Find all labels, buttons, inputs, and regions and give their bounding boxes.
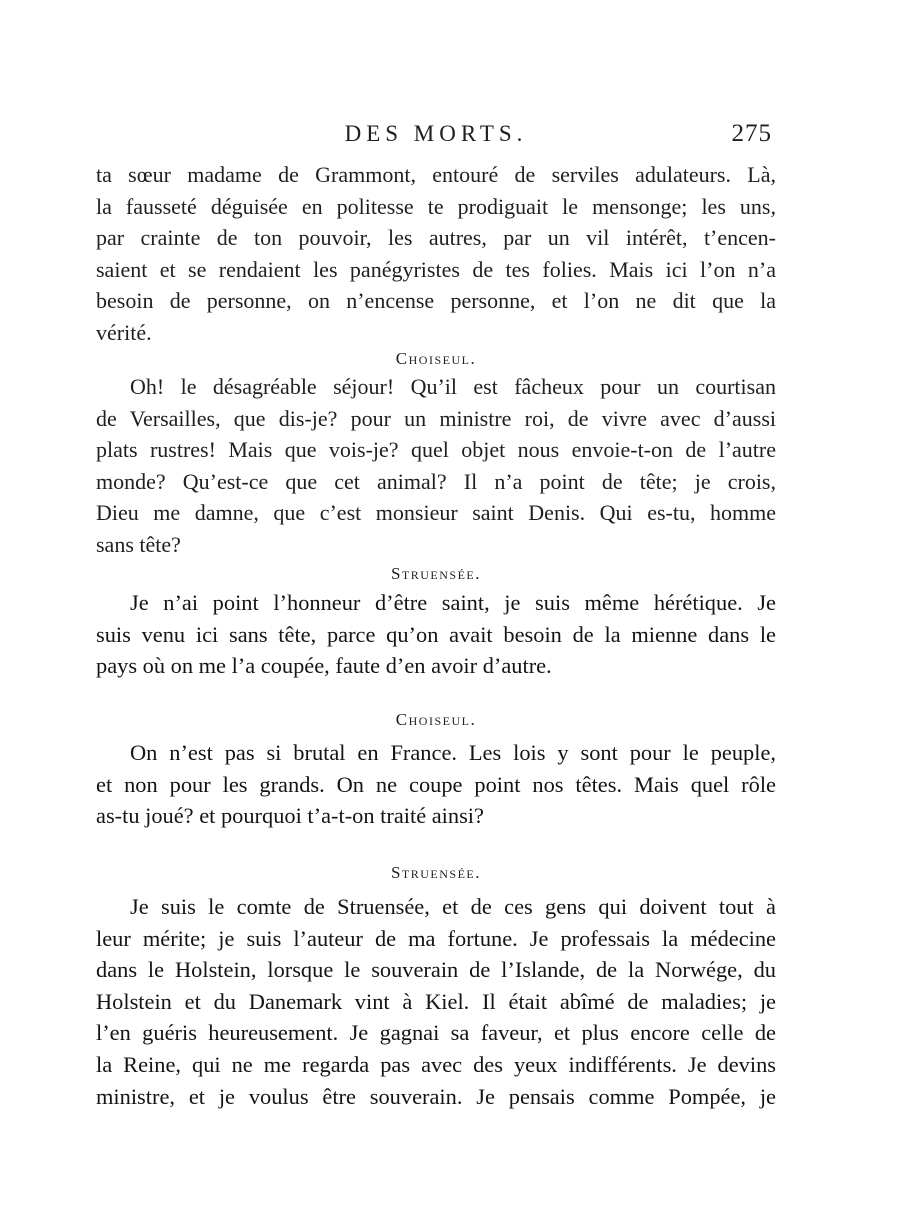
- text-line: de Versailles, que dis-je? pour un ministre roi, de vivre avec d’aussi: [96, 405, 776, 431]
- paragraph-choiseul-1: [96, 371, 776, 561]
- running-title: DES MORTS.: [344, 121, 528, 146]
- text-line: dans le Holstein, lorsque le souverain de l’Islande, de la Norwége, du: [96, 957, 776, 983]
- text-line: Dieu me damne, que c’est monsieur saint Denis. Qui es-tu, homme: [96, 500, 776, 526]
- text-line: par crainte de ton pouvoir, les autres, par un vil intérêt, t’encen-: [96, 225, 776, 251]
- text-line: besoin de personne, on n’encense personne, et l’on ne dit que la: [96, 288, 776, 314]
- paragraph-choiseul-2: [96, 737, 776, 832]
- speaker-heading-struensee: Struensée.: [390, 564, 482, 583]
- text-line: la Reine, qui ne me regarda pas avec des yeux indifférents. Je devins: [96, 1051, 776, 1077]
- text-line: ta sœur madame de Grammont, entouré de serviles adulateurs. Là,: [96, 162, 776, 187]
- paragraph-continuation: [96, 159, 776, 349]
- text-line: pays où on me l’a coupée, faute d’en avoir d’autre.: [96, 653, 552, 679]
- text-line: Holstein et du Danemark vint à Kiel. Il était abîmé de maladies; je: [96, 988, 776, 1014]
- text-line: suis venu ici sans tête, parce qu’on avait besoin de la mienne dans le: [96, 621, 776, 647]
- text-line: monde? Qu’est-ce que cet animal? Il n’a point de tête; je crois,: [96, 468, 776, 494]
- text-line: sans tête?: [96, 531, 181, 557]
- paragraph-struensee-2: [96, 891, 776, 1112]
- text-line: l’en guéris heureusement. Je gagnai sa faveur, et plus encore celle de: [96, 1020, 776, 1046]
- text-line: la fausseté déguisée en politesse te prodiguait le mensonge; les uns,: [96, 193, 776, 219]
- text-line: saient et se rendaient les panégyristes de tes folies. Mais ici l’on n’a: [96, 256, 776, 282]
- text-line: as-tu joué? et pourquoi t’a-t-on traité ainsi?: [96, 803, 484, 829]
- text-line: vérité.: [96, 319, 152, 345]
- speaker-heading-choiseul: Choiseul.: [395, 710, 477, 729]
- speaker-heading-struensee: Struensée.: [390, 863, 482, 882]
- text-line: plats rustres! Mais que vois-je? quel objet nous envoie-t-on de l’autre: [96, 437, 776, 463]
- text-line: Je suis le comte de Struensée, et de ces gens qui doivent tout à: [130, 894, 776, 919]
- paragraph-struensee-1: [96, 587, 776, 682]
- text-line: leur mérite; je suis l’auteur de ma fortune. Je professais la médecine: [96, 925, 776, 951]
- speaker-heading-choiseul: Choiseul.: [395, 349, 477, 368]
- text-line: Oh! le désagréable séjour! Qu’il est fâcheux pour un courtisan: [130, 374, 776, 399]
- text-line: ministre, et je voulus être souverain. Je pensais comme Pompée, je: [96, 1083, 776, 1109]
- text-line: et non pour les grands. On ne coupe point nos têtes. Mais quel rôle: [96, 771, 776, 797]
- text-line: Je n’ai point l’honneur d’être saint, je suis même hérétique. Je: [130, 590, 776, 615]
- page-number: 275: [731, 120, 772, 147]
- text-line: On n’est pas si brutal en France. Les lois y sont pour le peuple,: [130, 740, 776, 765]
- running-head: [96, 118, 776, 150]
